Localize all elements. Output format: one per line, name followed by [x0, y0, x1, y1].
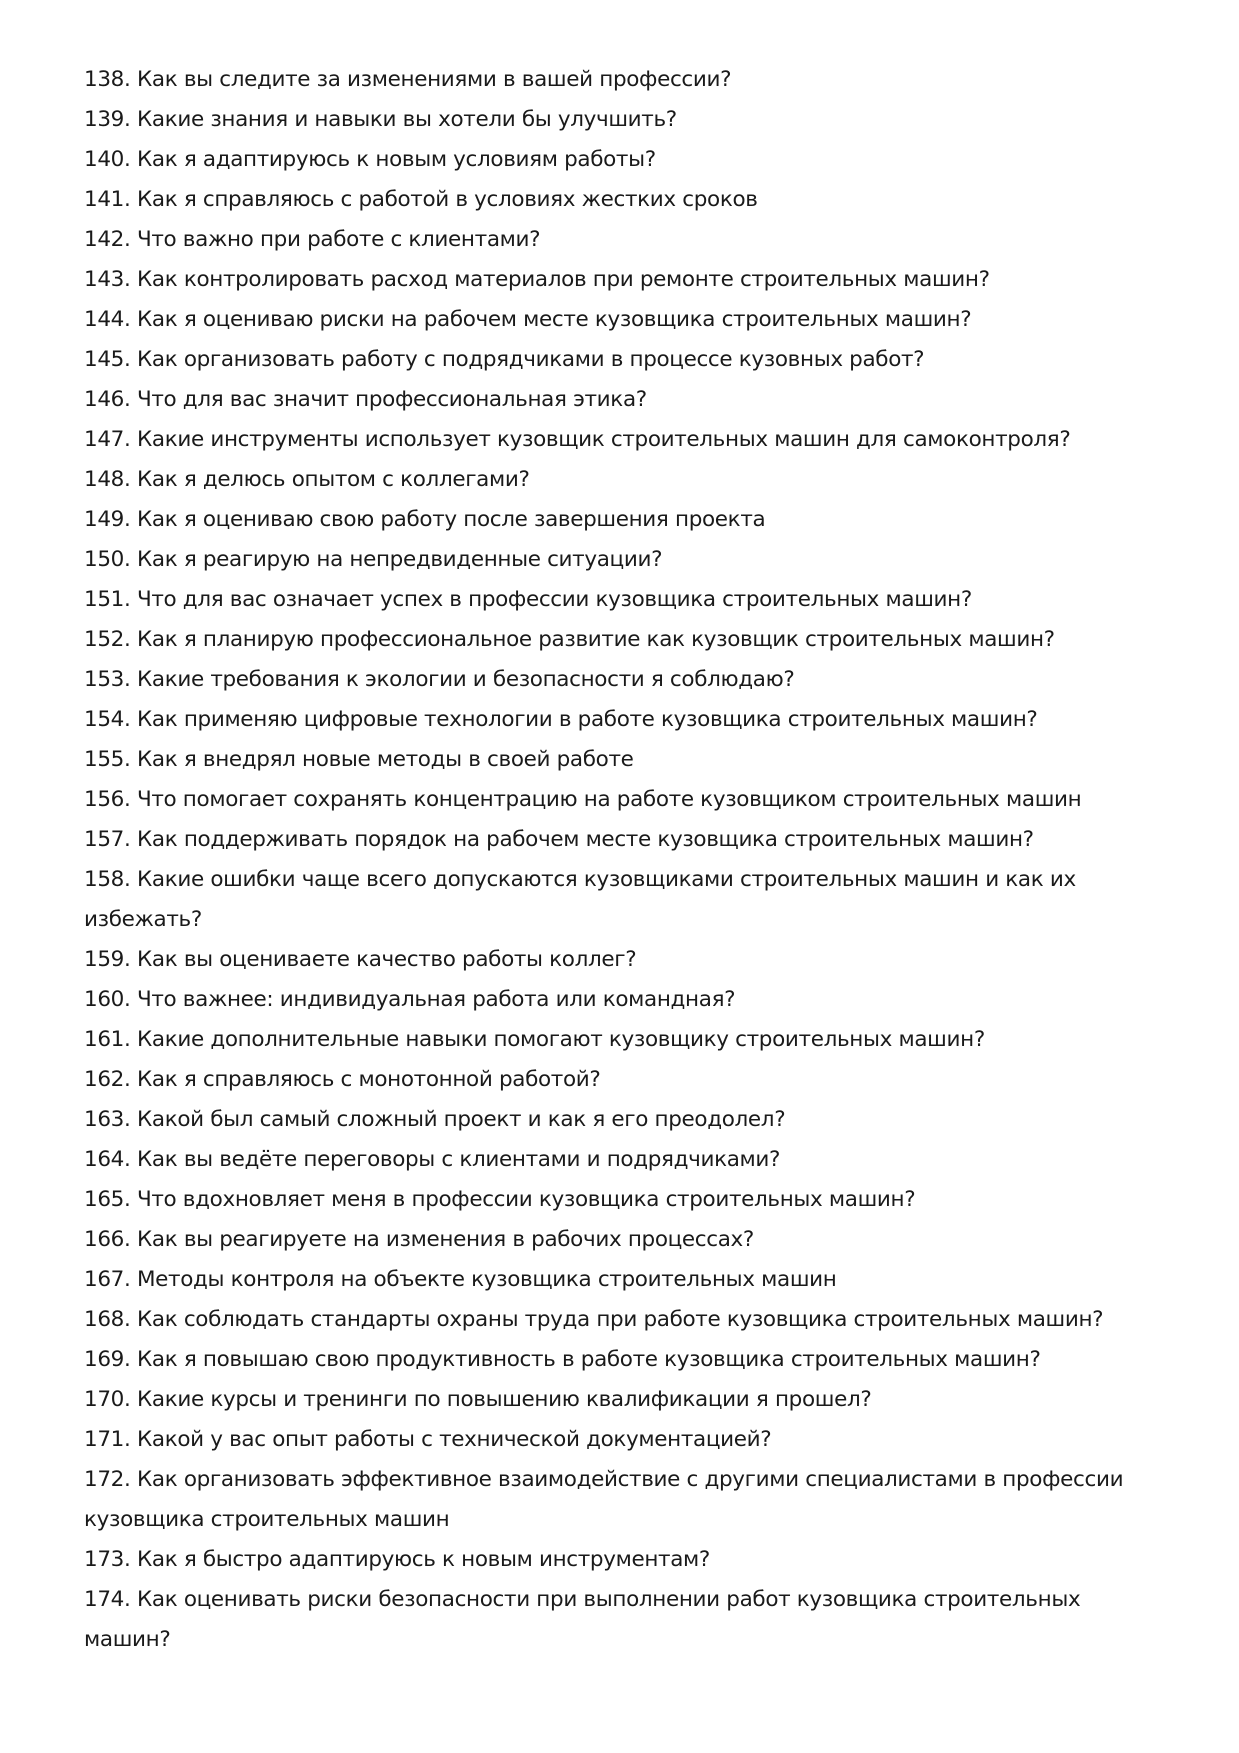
list-item: 172. Как организовать эффективное взаимодействие с другими специалистами в профессии кузовщика строительных машин — [84, 1467, 1124, 1532]
list-item: 147. Какие инструменты использует кузовщик строительных машин для самоконтроля? — [84, 427, 1071, 452]
list-item: 168. Как соблюдать стандарты охраны труда при работе кузовщика строительных машин? — [84, 1307, 1104, 1332]
list-item: 160. Что важнее: индивидуальная работа или командная? — [84, 987, 736, 1012]
list-item: 165. Что вдохновляет меня в профессии кузовщика строительных машин? — [84, 1187, 916, 1212]
list-item: 142. Что важно при работе с клиентами? — [84, 227, 541, 252]
list-item: 158. Какие ошибки чаще всего допускаются кузовщиками строительных машин и как их избежать? — [84, 867, 1076, 932]
list-item: 155. Как я внедрял новые методы в своей работе — [84, 747, 634, 772]
list-item: 141. Как я справляюсь с работой в условиях жестких сроков — [84, 187, 758, 212]
list-item: 150. Как я реагирую на непредвиденные ситуации? — [84, 547, 663, 572]
list-item: 169. Как я повышаю свою продуктивность в работе кузовщика строительных машин? — [84, 1347, 1041, 1372]
list-item: 164. Как вы ведёте переговоры с клиентами и подрядчиками? — [84, 1147, 781, 1172]
list-item: 156. Что помогает сохранять концентрацию на работе кузовщиком строительных машин — [84, 787, 1082, 812]
list-item: 139. Какие знания и навыки вы хотели бы улучшить? — [84, 107, 677, 132]
list-item: 151. Что для вас означает успех в профессии кузовщика строительных машин? — [84, 587, 972, 612]
list-item: 161. Какие дополнительные навыки помогают кузовщику строительных машин? — [84, 1027, 985, 1052]
list-item: 152. Как я планирую профессиональное развитие как кузовщик строительных машин? — [84, 627, 1055, 652]
list-item: 153. Какие требования к экологии и безопасности я соблюдаю? — [84, 667, 795, 692]
list-item: 174. Как оценивать риски безопасности при выполнении работ кузовщика строительных машин? — [84, 1587, 1081, 1652]
list-item: 167. Методы контроля на объекте кузовщика строительных машин — [84, 1267, 837, 1292]
list-item: 140. Как я адаптируюсь к новым условиям работы? — [84, 147, 656, 172]
list-item: 163. Какой был самый сложный проект и как я его преодолел? — [84, 1107, 786, 1132]
list-item: 145. Как организовать работу с подрядчиками в процессе кузовных работ? — [84, 347, 925, 372]
list-item: 148. Как я делюсь опытом с коллегами? — [84, 467, 530, 492]
list-item: 154. Как применяю цифровые технологии в работе кузовщика строительных машин? — [84, 707, 1038, 732]
list-item: 166. Как вы реагируете на изменения в рабочих процессах? — [84, 1227, 754, 1252]
list-item: 146. Что для вас значит профессиональная этика? — [84, 387, 647, 412]
list-item: 157. Как поддерживать порядок на рабочем месте кузовщика строительных машин? — [84, 827, 1034, 852]
list-item: 171. Какой у вас опыт работы с технической документацией? — [84, 1427, 772, 1452]
list-item: 159. Как вы оцениваете качество работы коллег? — [84, 947, 637, 972]
list-item: 149. Как я оцениваю свою работу после завершения проекта — [84, 507, 766, 532]
list-item: 173. Как я быстро адаптируюсь к новым инструментам? — [84, 1547, 710, 1572]
list-item: 144. Как я оцениваю риски на рабочем месте кузовщика строительных машин? — [84, 307, 972, 332]
list-item: 143. Как контролировать расход материалов при ремонте строительных машин? — [84, 267, 990, 292]
list-item: 170. Какие курсы и тренинги по повышению квалификации я прошел? — [84, 1387, 872, 1412]
list-item: 162. Как я справляюсь с монотонной работой? — [84, 1067, 601, 1092]
list-item: 138. Как вы следите за изменениями в вашей профессии? — [84, 67, 732, 92]
question-list — [84, 60, 1164, 1660]
